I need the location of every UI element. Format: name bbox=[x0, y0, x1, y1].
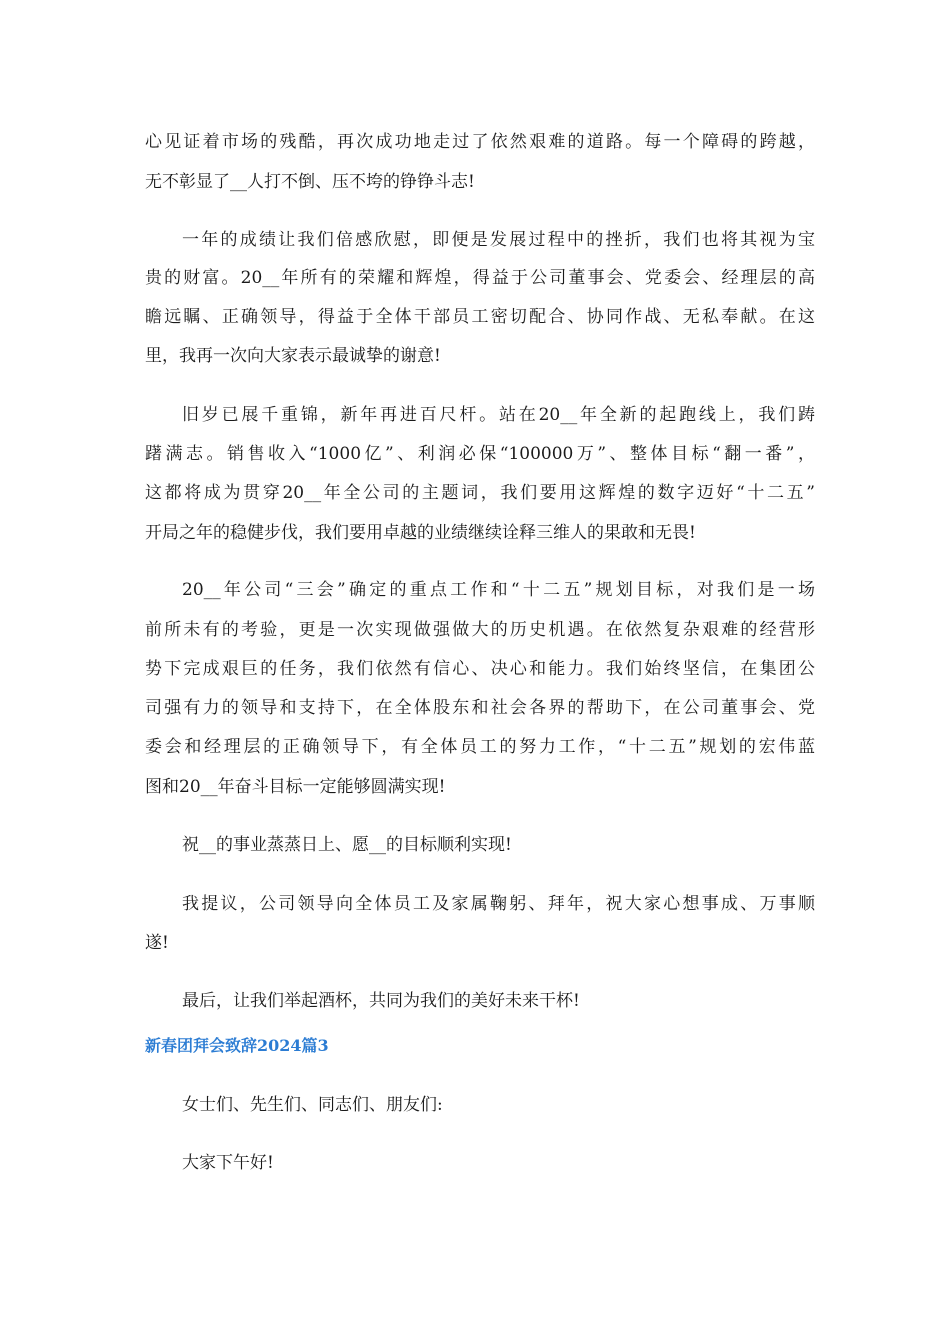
paragraph-line: 无不彰显了__人打不倒、压不垮的铮铮斗志! bbox=[145, 172, 475, 192]
paragraph-line: 旧岁已展千重锦，新年再进百尺杆。站在20__年全新的起跑线上，我们踌 bbox=[182, 405, 815, 425]
paragraph-line: 贵的财富。20__年所有的荣耀和辉煌，得益于公司董事会、党委会、经理层的高 bbox=[145, 268, 815, 288]
paragraph-line: 势下完成艰巨的任务，我们依然有信心、决心和能力。我们始终坚信，在集团公 bbox=[145, 659, 815, 679]
paragraph-line: 里，我再一次向大家表示最诚挚的谢意! bbox=[145, 346, 441, 366]
paragraph-line: 心见证着市场的残酷，再次成功地走过了依然艰难的道路。每一个障碍的跨越， bbox=[145, 132, 815, 152]
paragraph-line: 最后，让我们举起酒杯，共同为我们的美好未来干杯! bbox=[182, 991, 580, 1011]
paragraph-line: 瞻远瞩、正确领导，得益于全体干部员工密切配合、协同作战、无私奉献。在这 bbox=[145, 307, 815, 327]
section-heading: 新春团拜会致辞2024篇3 bbox=[145, 1036, 329, 1055]
paragraph-line: 前所未有的考验，更是一次实现做强做大的历史机遇。在依然复杂艰难的经营形 bbox=[145, 620, 815, 640]
paragraph-line: 祝__的事业蒸蒸日上、愿__的目标顺利实现! bbox=[182, 835, 512, 855]
paragraph-line: 遂! bbox=[145, 933, 169, 953]
salutation-line: 女士们、先生们、同志们、朋友们: bbox=[182, 1095, 443, 1115]
paragraph-line: 开局之年的稳健步伐，我们要用卓越的业绩继续诠释三维人的果敢和无畏! bbox=[145, 523, 696, 543]
paragraph-line: 图和20__年奋斗目标一定能够圆满实现! bbox=[145, 777, 446, 797]
paragraph-line: 一年的成绩让我们倍感欣慰，即便是发展过程中的挫折，我们也将其视为宝 bbox=[182, 230, 815, 250]
paragraph-line: 躇满志。销售收入“1000亿”、利润必保“100000万”、整体目标“翻一番”， bbox=[145, 444, 815, 464]
paragraph-line: 20__年公司“三会”确定的重点工作和“十二五”规划目标，对我们是一场 bbox=[182, 580, 815, 600]
paragraph-line: 司强有力的领导和支持下，在全体股东和社会各界的帮助下，在公司董事会、党 bbox=[145, 698, 815, 718]
paragraph-line: 这都将成为贯穿20__年全公司的主题词，我们要用这辉煌的数字迈好“十二五” bbox=[145, 483, 815, 503]
paragraph-line: 我提议，公司领导向全体员工及家属鞠躬、拜年，祝大家心想事成、万事顺 bbox=[182, 894, 815, 914]
paragraph-line: 委会和经理层的正确领导下，有全体员工的努力工作，“十二五”规划的宏伟蓝 bbox=[145, 737, 815, 757]
greeting-line: 大家下午好! bbox=[182, 1153, 274, 1173]
